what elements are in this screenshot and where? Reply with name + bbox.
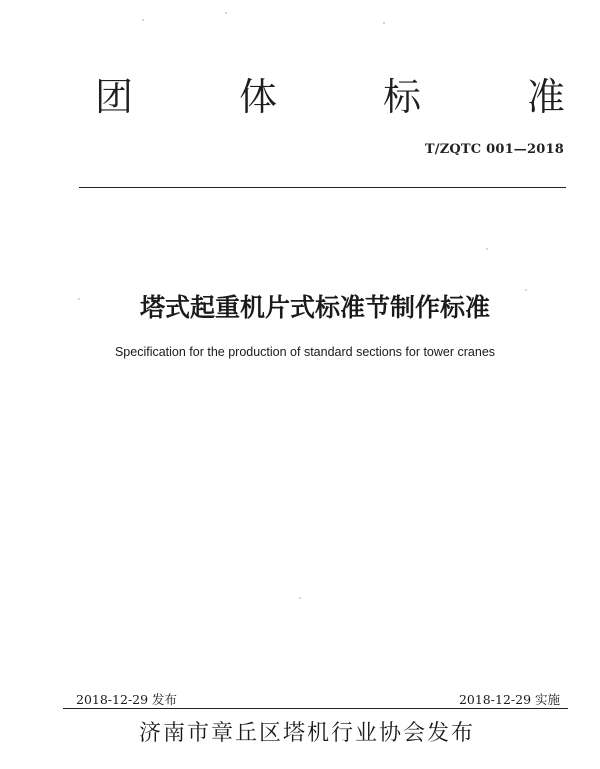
scan-speck xyxy=(383,22,385,24)
category-char-2: 体 xyxy=(238,75,277,119)
footer-divider xyxy=(63,708,568,709)
scan-speck xyxy=(78,298,80,300)
standard-number: T/ZQTC 001—2018 xyxy=(424,142,564,157)
issue-date: 2018-12-29 发布 xyxy=(76,692,178,707)
scan-speck xyxy=(299,597,301,599)
document-title-english: Specification for the production of standard sections for tower cranes xyxy=(114,345,496,359)
header-divider xyxy=(79,187,566,188)
scan-speck xyxy=(225,12,227,14)
scan-speck xyxy=(525,289,527,291)
implementation-date: 2018-12-29 实施 xyxy=(458,692,560,707)
document-title-chinese: 塔式起重机片式标准节制作标准 xyxy=(139,293,490,322)
scan-speck xyxy=(486,248,488,250)
category-char-4: 准 xyxy=(526,75,565,119)
scan-speck xyxy=(142,19,144,21)
category-char-3: 标 xyxy=(382,75,421,119)
category-char-1: 团 xyxy=(95,75,134,119)
publisher-line: 济南市章丘区塔机行业协会发布 xyxy=(138,721,475,746)
standard-category-title xyxy=(95,74,565,120)
